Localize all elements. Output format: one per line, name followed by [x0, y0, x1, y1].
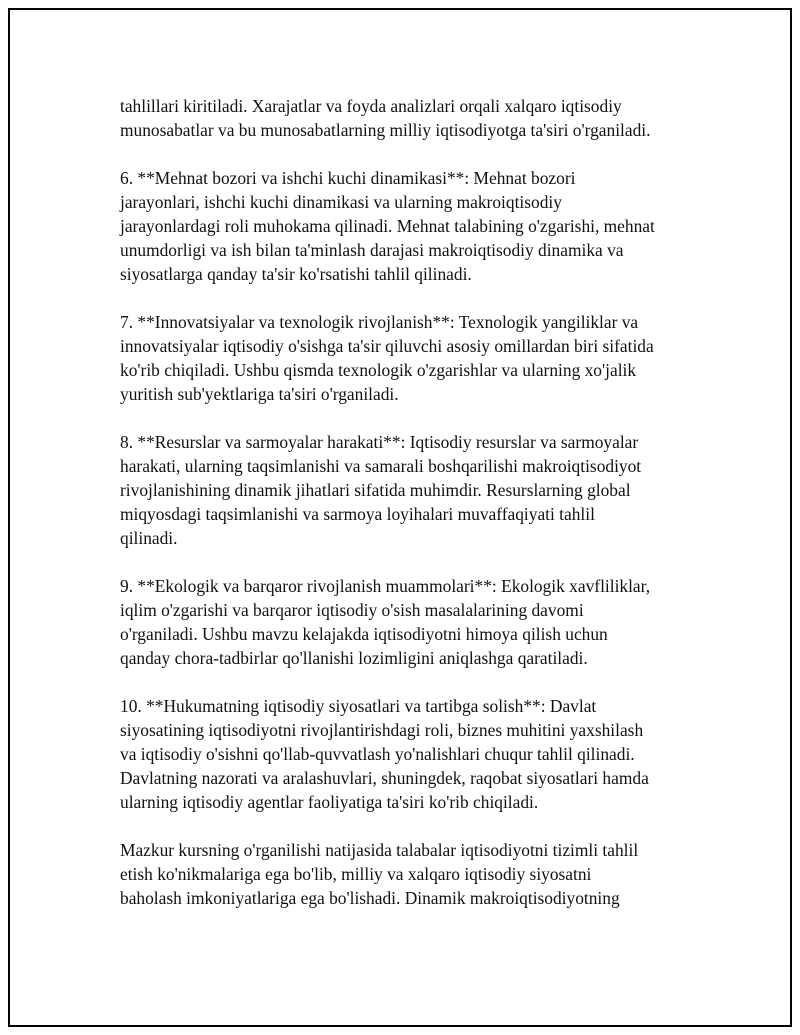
text-line: 8. **Resurslar va sarmoyalar harakati**: Iqtisodiy resurslar va sarmoyalar: [120, 432, 639, 452]
text-line: Mazkur kursning o'rganilishi natijasida talabalar iqtisodiyotni tizimli tahlil: [120, 840, 639, 860]
text-line: qilinadi.: [120, 528, 178, 548]
paragraph-conclusion: [120, 838, 700, 910]
document-body: [120, 94, 700, 934]
text-line: miqyosdagi taqsimlanishi va sarmoya loyihalari muvaffaqiyati tahlil: [120, 504, 595, 524]
text-line: jarayonlardagi roli muhokama qilinadi. Mehnat talabining o'zgarishi, mehnat: [120, 216, 655, 236]
text-line: siyosatlarga qanday ta'sir ko'rsatishi tahlil qilinadi.: [120, 264, 472, 284]
text-line: siyosatining iqtisodiyotni rivojlantirishdagi roli, biznes muhitini yaxshilash: [120, 720, 644, 740]
text-line: Davlatning nazorati va aralashuvlari, shuningdek, raqobat siyosatlari hamda: [120, 768, 649, 788]
text-line: tahlillari kiritiladi. Xarajatlar va foyda analizlari orqali xalqaro iqtisodiy: [120, 96, 622, 116]
paragraph-continuation: [120, 94, 700, 142]
paragraph-item-8: [120, 430, 700, 550]
text-line: 7. **Innovatsiyalar va texnologik rivojlanish**: Texnologik yangiliklar va: [120, 312, 639, 332]
text-line: 10. **Hukumatning iqtisodiy siyosatlari va tartibga solish**: Davlat: [120, 696, 597, 716]
text-line: va iqtisodiy o'sishni qo'llab-quvvatlash yo'nalishlari chuqur tahlil qilinadi.: [120, 744, 635, 764]
text-line: harakati, ularning taqsimlanishi va samarali boshqarilishi makroiqtisodiyot: [120, 456, 642, 476]
text-line: innovatsiyalar iqtisodiy o'sishga ta'sir qiluvchi asosiy omillardan biri sifatida: [120, 336, 654, 356]
text-line: 6. **Mehnat bozori va ishchi kuchi dinamikasi**: Mehnat bozori: [120, 168, 576, 188]
text-line: rivojlanishining dinamik jihatlari sifatida muhimdir. Resurslarning global: [120, 480, 631, 500]
text-line: o'rganiladi. Ushbu mavzu kelajakda iqtisodiyotni himoya qilish uchun: [120, 624, 608, 644]
text-line: ularning iqtisodiy agentlar faoliyatiga ta'siri ko'rib chiqiladi.: [120, 792, 539, 812]
text-line: iqlim o'zgarishi va barqaror iqtisodiy o'sish masalalarining davomi: [120, 600, 584, 620]
text-line: baholash imkoniyatlariga ega bo'lishadi. Dinamik makroiqtisodiyotning: [120, 888, 620, 908]
paragraph-item-7: [120, 310, 700, 406]
paragraph-item-9: [120, 574, 700, 670]
text-line: yuritish sub'yektlariga ta'siri o'rganiladi.: [120, 384, 399, 404]
text-line: etish ko'nikmalariga ega bo'lib, milliy va xalqaro iqtisodiy siyosatni: [120, 864, 592, 884]
text-line: qanday chora-tadbirlar qo'llanishi lozimligini aniqlashga qaratiladi.: [120, 648, 588, 668]
text-line: unumdorligi va ish bilan ta'minlash darajasi makroiqtisodiy dinamika va: [120, 240, 624, 260]
text-line: ko'rib chiqiladi. Ushbu qismda texnologik o'zgarishlar va ularning xo'jalik: [120, 360, 637, 380]
text-line: jarayonlari, ishchi kuchi dinamikasi va ularning makroiqtisodiy: [120, 192, 562, 212]
document-page: [8, 8, 792, 1027]
paragraph-item-6: [120, 166, 700, 286]
paragraph-item-10: [120, 694, 700, 814]
text-line: 9. **Ekologik va barqaror rivojlanish muammolari**: Ekologik xavfliliklar,: [120, 576, 651, 596]
text-line: munosabatlar va bu munosabatlarning milliy iqtisodiyotga ta'siri o'rganiladi.: [120, 120, 651, 140]
